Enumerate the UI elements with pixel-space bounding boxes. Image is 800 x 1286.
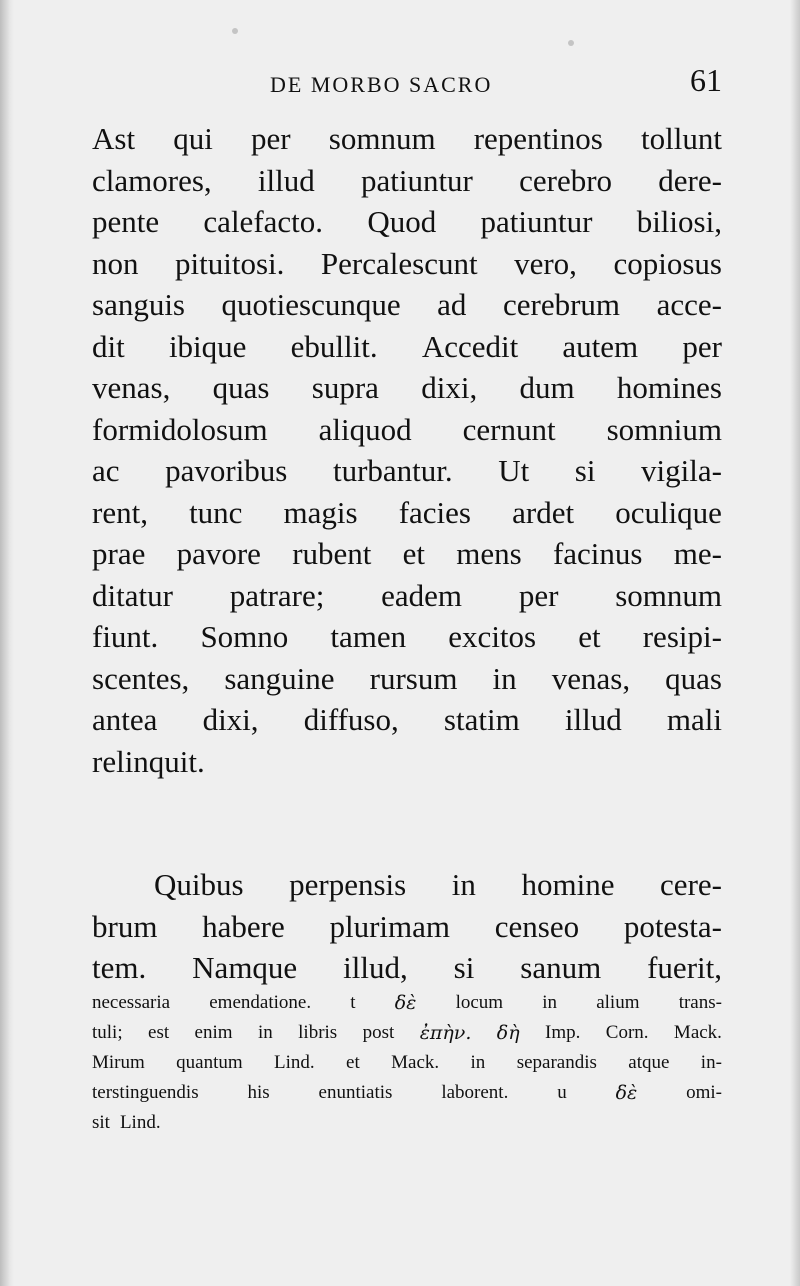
- footnotes: [92, 988, 722, 1138]
- word: antea: [92, 702, 158, 737]
- word: supra: [311, 370, 379, 405]
- word: enim: [194, 1022, 233, 1043]
- word: u: [557, 1082, 567, 1103]
- text-line: [92, 492, 722, 534]
- word: rent,: [92, 494, 148, 530]
- word: illud: [564, 702, 622, 737]
- word: ditatur: [92, 577, 173, 613]
- word: pavore: [176, 536, 261, 571]
- running-head: DE MORBO SACRO: [270, 72, 493, 97]
- word: Accedit: [421, 328, 519, 364]
- word: quas: [212, 370, 270, 405]
- word: si: [574, 453, 596, 488]
- word: rubent: [292, 536, 372, 571]
- word: mali: [666, 702, 722, 737]
- word: ardet: [512, 494, 575, 530]
- word: enuntiatis: [318, 1082, 393, 1103]
- word: turbantur.: [332, 453, 453, 488]
- word: Ast: [92, 121, 136, 156]
- word: post: [362, 1022, 395, 1043]
- text-line: [92, 118, 722, 160]
- word: laborent.: [441, 1082, 509, 1103]
- word: facies: [398, 494, 471, 530]
- word: quas: [665, 660, 722, 696]
- word: et: [346, 1052, 360, 1073]
- word: calefacto.: [203, 204, 324, 239]
- word: in: [257, 1022, 273, 1043]
- word: potesta-: [623, 908, 722, 944]
- word: pituitosi.: [175, 245, 285, 281]
- word: me-: [673, 536, 722, 571]
- word: venas,: [92, 370, 171, 405]
- word: qui: [173, 121, 213, 156]
- word: dit: [92, 328, 125, 364]
- word: relinquit.: [92, 743, 205, 779]
- word: tollunt: [641, 121, 722, 156]
- word: emendatione.: [209, 992, 312, 1013]
- word: Corn.: [605, 1022, 649, 1043]
- footnote-line: [92, 1018, 722, 1048]
- text-line: [92, 575, 722, 617]
- word: et: [578, 619, 601, 654]
- word: per: [682, 328, 722, 364]
- word: sanguis: [92, 287, 185, 322]
- word: tamen: [330, 619, 407, 654]
- word: autem: [562, 328, 639, 364]
- footnote-line: [92, 988, 722, 1018]
- word: tuli;: [92, 1022, 123, 1043]
- text-line: [92, 284, 722, 326]
- word: facinus: [552, 536, 643, 571]
- word: homine: [521, 867, 615, 902]
- word: trans-: [678, 992, 722, 1013]
- text-line: [92, 658, 722, 700]
- word: sanguine: [224, 660, 335, 696]
- word: δὲ: [394, 992, 417, 1014]
- word: dixi,: [421, 370, 478, 405]
- word: sanum: [520, 950, 602, 985]
- paragraph-1: [92, 118, 722, 782]
- word: prae: [92, 536, 146, 571]
- word: in-: [700, 1052, 722, 1073]
- word: tunc: [189, 494, 243, 530]
- word: dixi,: [202, 702, 259, 737]
- word: in: [470, 1052, 486, 1073]
- word: Mirum: [92, 1052, 145, 1073]
- text-line: [92, 906, 722, 948]
- word: cerebrum: [502, 287, 621, 322]
- word: in: [542, 992, 558, 1013]
- word: δὲ: [615, 1082, 638, 1104]
- paragraph-2: [92, 864, 722, 989]
- word: Somno: [200, 619, 289, 654]
- word: patrare;: [229, 577, 325, 613]
- text-line: [92, 367, 722, 409]
- word: ad: [437, 287, 467, 322]
- word: acce-: [656, 287, 722, 322]
- word: somnum: [615, 577, 722, 613]
- page-right-edge-shadow: [790, 0, 800, 1286]
- footnote-line: [92, 1048, 722, 1078]
- word: Lind.: [274, 1052, 315, 1073]
- word: homines: [616, 370, 722, 405]
- word: locum: [455, 992, 504, 1013]
- text-line: [92, 160, 722, 202]
- word: illud,: [343, 950, 408, 985]
- word: somnium: [606, 411, 722, 447]
- word: ibique: [168, 328, 247, 364]
- word: somnum: [328, 121, 436, 156]
- text-line: [92, 243, 722, 285]
- word: si: [453, 950, 475, 985]
- word: perpensis: [289, 867, 407, 902]
- word: illud: [257, 162, 315, 198]
- word: non: [92, 245, 139, 281]
- word: oculique: [615, 494, 722, 530]
- word: in: [492, 660, 517, 696]
- word: mens: [456, 536, 522, 571]
- text-line: [92, 326, 722, 368]
- word: censeo: [494, 908, 580, 944]
- text-line: [92, 741, 722, 783]
- word: in: [451, 867, 476, 902]
- word: quantum: [176, 1052, 243, 1073]
- word: ac: [92, 453, 120, 488]
- ink-speck: [232, 28, 238, 34]
- word: repentinos: [473, 121, 603, 156]
- word: rursum: [369, 660, 458, 696]
- word: libris: [298, 1022, 338, 1043]
- text-line: [92, 616, 722, 658]
- word: omi-: [686, 1082, 722, 1103]
- word: pente: [92, 204, 160, 239]
- word: biliosi,: [636, 204, 722, 239]
- ink-speck: [568, 40, 574, 46]
- word: atque: [628, 1052, 670, 1073]
- word: Quibus: [154, 867, 244, 902]
- page-header: [92, 62, 722, 102]
- word: copiosus: [613, 245, 722, 281]
- word: est: [148, 1022, 170, 1043]
- text-line: [92, 864, 722, 906]
- word: brum: [92, 908, 158, 944]
- page-number: 61: [690, 62, 722, 98]
- word: et: [402, 536, 426, 571]
- word: separandis: [516, 1052, 597, 1073]
- word: ebullit.: [290, 328, 378, 364]
- word: vero,: [514, 245, 577, 281]
- word: statim: [443, 702, 520, 737]
- word: Quod: [367, 204, 437, 239]
- word: dere-: [658, 162, 722, 198]
- word: fiunt.: [92, 619, 159, 654]
- text-line: [92, 450, 722, 492]
- word: resipi-: [642, 619, 722, 654]
- word: δὴ: [496, 1022, 520, 1044]
- word: diffuso,: [303, 702, 399, 737]
- word: habere: [202, 908, 285, 944]
- word: Imp.: [545, 1022, 581, 1043]
- word: his: [247, 1082, 270, 1103]
- word: fuerit,: [647, 950, 722, 985]
- word: per: [518, 577, 559, 613]
- word: cerebro: [519, 162, 613, 198]
- word: clamores,: [92, 162, 212, 198]
- word: cernunt: [462, 411, 556, 447]
- word: vigila-: [641, 453, 722, 488]
- word: scentes,: [92, 660, 190, 696]
- word: pavoribus: [165, 453, 288, 488]
- word: patiuntur: [480, 204, 593, 239]
- word: t: [350, 992, 356, 1013]
- word: sit: [92, 1112, 110, 1133]
- footnote-line: [92, 1108, 722, 1138]
- word: cere-: [660, 867, 722, 902]
- word: Namque: [192, 950, 298, 985]
- word: Mack.: [673, 1022, 722, 1043]
- text-line: [92, 409, 722, 451]
- text-line: [92, 533, 722, 575]
- paragraph-gap: [92, 782, 722, 864]
- word: terstinguendis: [92, 1082, 199, 1103]
- word: aliquod: [318, 411, 412, 447]
- word: venas,: [551, 660, 631, 696]
- word: per: [251, 121, 291, 156]
- page-left-edge-shadow: [0, 0, 14, 1286]
- word: dum: [519, 370, 575, 405]
- word: Ut: [498, 453, 530, 488]
- word: magis: [283, 494, 358, 530]
- text-line: [92, 947, 722, 989]
- word: Percalescunt: [320, 245, 478, 281]
- word: patiuntur: [360, 162, 473, 198]
- main-text: [92, 118, 722, 989]
- word: eadem: [381, 577, 463, 613]
- word: plurimam: [329, 908, 451, 944]
- text-line: [92, 699, 722, 741]
- word: Mack.: [391, 1052, 440, 1073]
- word: necessaria: [92, 992, 171, 1013]
- word: excitos: [448, 619, 537, 654]
- word: tem.: [92, 950, 147, 985]
- word: alium: [596, 992, 640, 1013]
- word: formidolosum: [92, 411, 268, 447]
- word: Lind.: [119, 1112, 161, 1133]
- text-line: [92, 201, 722, 243]
- footnote-line: [92, 1078, 722, 1108]
- word: ἐπὴν.: [419, 1022, 472, 1044]
- word: quotiescunque: [221, 287, 401, 322]
